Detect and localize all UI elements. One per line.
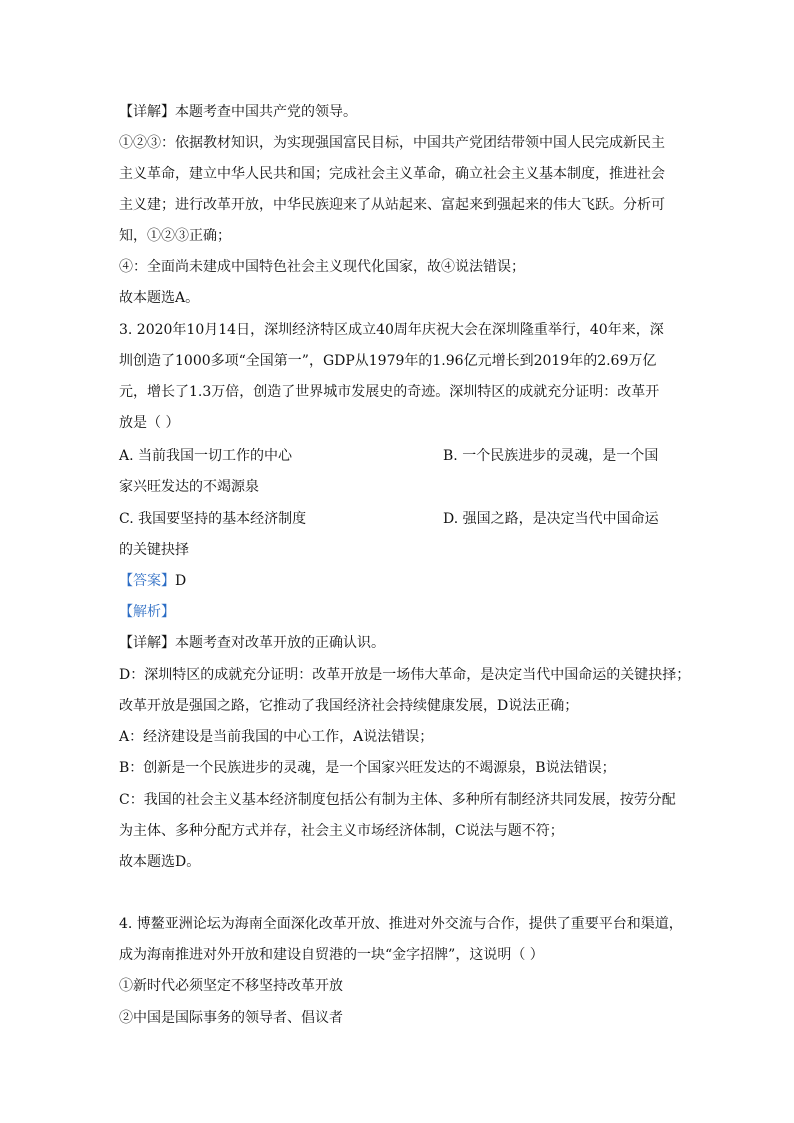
q3-detail-line: 【详解】本题考查对改革开放的正确认识。 [119,635,385,651]
q3-b-explanation: B：创新是一个民族进步的灵魂，是一个国家兴旺发达的不竭源泉，B说法错误； [119,760,616,776]
q3-stem-line: 圳创造了1000多项“全国第一”，GDP从1979年的1.96亿元增长到2019年的2.69万亿 [119,353,657,369]
q3-answer-line [119,571,186,591]
q3-d-explanation: D：深圳特区的成就充分证明：改革开放是一场伟大革命，是决定当代中国命运的关键抉择； [119,667,691,683]
q3-analysis-label: 【解析】 [119,604,175,620]
q3-stem-line: 3. 2020年10月14日，深圳经济特区成立40周年庆祝大会在深圳隆重举行，40年来，深 [119,322,664,338]
q3-option-b-cont: 家兴旺发达的不竭源泉 [119,479,259,495]
q2-paragraph-line: 主义革命，建立中华人民共和国；完成社会主义革命，确立社会主义基本制度，推进社会 [119,166,665,182]
q3-option-d-cont: 的关键抉择 [119,542,189,558]
q2-paragraph-line: 主义建；进行改革开放，中华民族迎来了从站起来、富起来到强起来的伟大飞跃。分析可 [119,197,665,213]
q3-c-explanation: 为主体、多种分配方式并存，社会主义市场经济体制，C说法与题不符； [119,823,564,839]
q2-paragraph-line: ①②③：依据教材知识，为实现强国富民目标，中国共产党团结带领中国人民完成新民主 [119,135,665,151]
q3-option-c: C. 我国要坚持的基本经济制度 [119,511,307,527]
answer-label: 【答案】 [119,573,175,589]
q3-a-explanation: A：经济建设是当前我国的中心工作，A说法错误； [119,729,434,745]
q2-item4-line: ④：全面尚未建成中国特色社会主义现代化国家，故④说法错误； [119,259,525,275]
q3-option-d: D. 强国之路，是决定当代中国命运 [443,511,659,527]
q2-conclusion: 故本题选A。 [119,290,200,306]
q3-option-a: A. 当前我国一切工作的中心 [119,448,293,464]
q4-stem-line: 成为海南推进对外开放和建设自贸港的一块“金字招牌”，这说明（ ） [119,947,544,963]
q3-stem-line: 元，增长了1.3万倍，创造了世界城市发展史的奇迹。深圳特区的成就充分证明：改革开 [119,384,660,400]
q3-option-b: B. 一个民族进步的灵魂，是一个国 [443,448,659,464]
q4-item-1: ①新时代必须坚定不移坚持改革开放 [119,978,343,994]
q3-conclusion: 故本题选D。 [119,854,201,870]
q4-item-2: ②中国是国际事务的领导者、倡议者 [119,1010,343,1026]
q3-stem-line: 放是（ ） [119,415,180,431]
q4-stem-line: 4. 博鳌亚洲论坛为海南全面深化改革开放、推进对外交流与合作，提供了重要平台和渠道， [119,916,683,932]
q3-c-explanation: C：我国的社会主义基本经济制度包括公有制为主体、多种所有制经济共同发展，按劳分配 [119,792,676,808]
answer-value: D [175,573,187,589]
q2-detail-line: 【详解】本题考查中国共产党的领导。 [119,104,357,120]
q3-d-explanation: 改革开放是强国之路，它推动了我国经济社会持续健康发展，D说法正确； [119,698,579,714]
q2-paragraph-line: 知，①②③正确； [119,228,231,244]
